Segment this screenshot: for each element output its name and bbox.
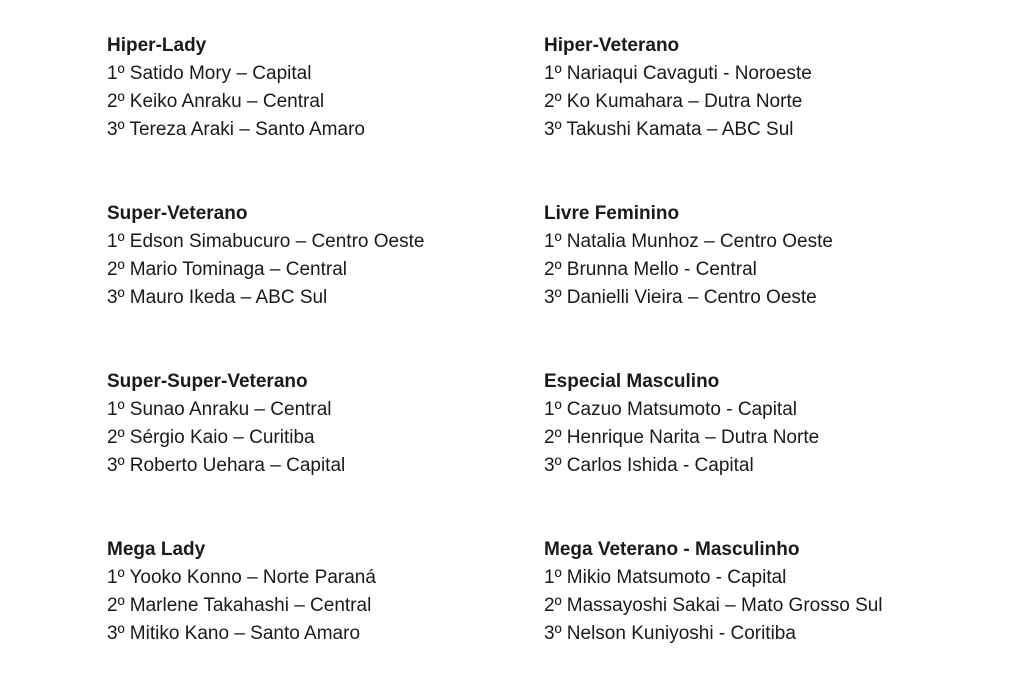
placement-second: 2º Henrique Narita – Dutra Norte	[544, 427, 820, 448]
category-title: Especial Masculino	[544, 371, 720, 392]
category-mega-lady	[107, 536, 547, 648]
placement-third: 3º Mitiko Kano – Santo Amaro	[107, 623, 361, 644]
placement-third: 3º Takushi Kamata – ABC Sul	[544, 119, 794, 140]
category-title: Super-Super-Veterano	[107, 371, 308, 392]
category-hiper-lady	[107, 32, 547, 144]
category-title: Livre Feminino	[544, 203, 680, 224]
category-livre-feminino	[544, 200, 984, 312]
placement-first: 1º Natalia Munhoz – Centro Oeste	[544, 231, 833, 252]
category-title: Hiper-Lady	[107, 35, 207, 56]
placement-second: 2º Sérgio Kaio – Curitiba	[107, 427, 315, 448]
category-super-veterano	[107, 200, 547, 312]
placement-first: 1º Yooko Konno – Norte Paraná	[107, 567, 376, 588]
category-mega-veterano-masculinho	[544, 536, 984, 648]
placement-first: 1º Sunao Anraku – Central	[107, 399, 332, 420]
placement-first: 1º Edson Simabucuro – Centro Oeste	[107, 231, 425, 252]
category-title: Hiper-Veterano	[544, 35, 680, 56]
category-title: Super-Veterano	[107, 203, 248, 224]
placement-first: 1º Satido Mory – Capital	[107, 63, 312, 84]
category-super-super-veterano	[107, 368, 547, 480]
placement-first: 1º Nariaqui Cavaguti - Noroeste	[544, 63, 812, 84]
placement-third: 3º Mauro Ikeda – ABC Sul	[107, 287, 328, 308]
placement-third: 3º Roberto Uehara – Capital	[107, 455, 346, 476]
placement-second: 2º Marlene Takahashi – Central	[107, 595, 372, 616]
placement-second: 2º Keiko Anraku – Central	[107, 91, 325, 112]
category-title: Mega Lady	[107, 539, 206, 560]
placement-third: 3º Tereza Araki – Santo Amaro	[107, 119, 365, 140]
placement-second: 2º Brunna Mello - Central	[544, 259, 757, 280]
placement-first: 1º Mikio Matsumoto - Capital	[544, 567, 787, 588]
placement-first: 1º Cazuo Matsumoto - Capital	[544, 399, 797, 420]
placement-third: 3º Danielli Vieira – Centro Oeste	[544, 287, 817, 308]
placement-third: 3º Carlos Ishida - Capital	[544, 455, 754, 476]
category-especial-masculino	[544, 368, 984, 480]
placement-second: 2º Mario Tominaga – Central	[107, 259, 347, 280]
category-hiper-veterano	[544, 32, 984, 144]
placement-second: 2º Ko Kumahara – Dutra Norte	[544, 91, 803, 112]
placement-second: 2º Massayoshi Sakai – Mato Grosso Sul	[544, 595, 883, 616]
placement-third: 3º Nelson Kuniyoshi - Coritiba	[544, 623, 796, 644]
category-title: Mega Veterano - Masculinho	[544, 539, 800, 560]
